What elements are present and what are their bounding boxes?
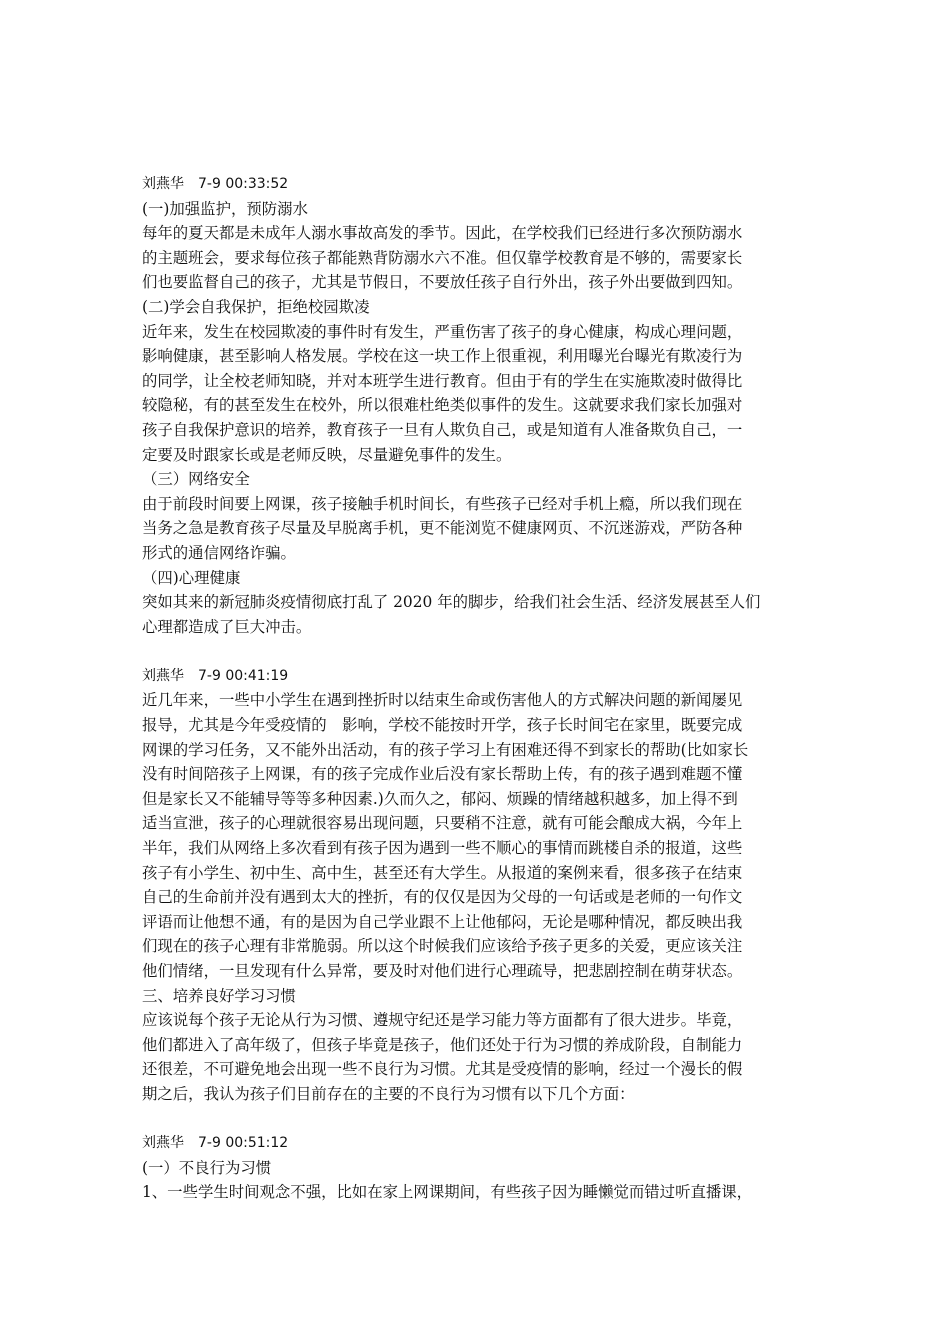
message-header [142,664,812,689]
paragraph-line: 们现在的孩子心理有非常脆弱。所以这个时候我们应该给予孩子更多的关爱，更应该关注 [142,937,743,956]
section-heading: （三）网络安全 [142,470,250,489]
paragraph-line: 1、一些学生时间观念不强，比如在家上网课期间，有些孩子因为睡懒觉而错过听直播课， [142,1183,753,1202]
paragraph-line: 每年的夏天都是未成年人溺水事故高发的季节。因此，在学校我们已经进行多次预防溺水 [142,224,743,243]
message-header [142,1131,812,1156]
paragraph-line: 定要及时跟家长或是老师反映，尽量避免事件的发生。 [142,445,512,464]
paragraph-line: 还很差，不可避免地会出现一些不良行为习惯。尤其是受疫情的影响，经过一个漫长的假 [142,1060,743,1079]
message-header [142,172,812,197]
paragraph-line: 较隐秘，有的甚至发生在校外，所以很难杜绝类似事件的发生。这就要求我们家长加强对 [142,396,743,415]
section-heading: (一）不良行为习惯 [142,1158,272,1177]
document-page [142,172,812,1205]
blank-line [142,1107,812,1132]
paragraph-line: 孩子自我保护意识的培养，教育孩子一旦有人欺负自己，或是知道有人准备欺负自己，一 [142,420,743,439]
paragraph-line: 自己的生命前并没有遇到太大的挫折，有的仅仅是因为父母的一句话或是老师的一句作文 [142,888,743,907]
paragraph-line: 形式的通信网络诈骗。 [142,543,296,562]
message-block [142,664,812,1107]
paragraph-line: 应该说每个孩子无论从行为习惯、遵规守纪还是学习能力等方面都有了很大进步。毕竟， [142,1011,743,1030]
paragraph-line: 影响健康，甚至影响人格发展。学校在这一块工作上很重视，利用曝光台曝光有欺凌行为 [142,347,743,366]
paragraph-line: 当务之急是教育孩子尽量及早脱离手机，更不能浏览不健康网页、不沉迷游戏，严防各种 [142,519,743,538]
paragraph-line: 适当宣泄，孩子的心理就很容易出现问题，只要稍不注意，就有可能会酿成大祸，今年上 [142,814,743,833]
message-timestamp: 7-9 00:33:52 [198,176,289,192]
paragraph-line: 评语而让他想不通，有的是因为自己学业跟不上让他郁闷，无论是哪种情况，都反映出我 [142,912,743,931]
paragraph-line: 近几年来，一些中小学生在遇到挫折时以结束生命或伤害他人的方式解决问题的新闻屡见 [142,691,743,710]
section-heading: 三、培养良好学习习惯 [142,986,296,1005]
message-timestamp: 7-9 00:51:12 [198,1135,289,1152]
paragraph-line: 半年，我们从网络上多次看到有孩子因为遇到一些不顺心的事情而跳楼自杀的报道，这些 [142,839,743,858]
author-name: 刘燕华 [142,667,184,684]
message-block [142,1131,812,1205]
author-name: 刘燕华 [142,1135,184,1152]
message-timestamp: 7-9 00:41:19 [198,667,289,684]
author-name: 刘燕华 [142,176,184,192]
paragraph-line: 由于前段时间要上网课，孩子接触手机时间长，有些孩子已经对手机上瘾，所以我们现在 [142,494,743,513]
paragraph-line: 的主题班会，要求每位孩子都能熟背防溺水六不准。但仅靠学校教育是不够的，需要家长 [142,248,743,267]
message-block [142,172,812,639]
paragraph-line: 但是家长又不能辅导等等多种因素.)久而久之，郁闷、烦躁的情绪越积越多，加上得不到 [142,789,738,808]
paragraph-line: 报导，尤其是今年受疫情的 影响，学校不能按时开学，孩子长时间宅在家里，既要完成 [142,716,743,735]
paragraph-line: 孩子有小学生、初中生、高中生，甚至还有大学生。从报道的案例来看，很多孩子在结束 [142,863,743,882]
section-heading: (二)学会自我保护，拒绝校园欺凌 [142,297,370,316]
paragraph-line: 们也要监督自己的孩子，尤其是节假日，不要放任孩子自行外出，孩子外出要做到四知。 [142,273,743,292]
section-heading: (一)加强监护，预防溺水 [142,199,308,218]
section-heading: （四)心理健康 [142,568,241,587]
paragraph-line: 网课的学习任务，又不能外出活动，有的孩子学习上有困难还得不到家长的帮助(比如家长 [142,740,749,759]
paragraph-line: 他们情绪，一旦发现有什么异常，要及时对他们进行心理疏导，把悲剧控制在萌芽状态。 [142,962,743,980]
paragraph-line: 期之后，我认为孩子们目前存在的主要的不良行为习惯有以下几个方面： [142,1084,635,1103]
paragraph-line: 突如其来的新冠肺炎疫情彻底打乱了 2020 年的脚步，给我们社会生活、经济发展甚至人们 [142,593,761,612]
paragraph-line: 没有时间陪孩子上网课，有的孩子完成作业后没有家长帮助上传，有的孩子遇到难题不懂 [142,765,743,784]
paragraph-line: 心理都造成了巨大冲击。 [142,617,312,636]
blank-line [142,639,812,664]
paragraph-line: 的同学，让全校老师知晓，并对本班学生进行教育。但由于有的学生在实施欺凌时做得比 [142,371,743,390]
paragraph-line: 近年来，发生在校园欺凌的事件时有发生，严重伤害了孩子的身心健康，构成心理问题， [142,322,743,341]
paragraph-line: 他们都进入了高年级了，但孩子毕竟是孩子，他们还处于行为习惯的养成阶段，自制能力 [142,1035,743,1054]
